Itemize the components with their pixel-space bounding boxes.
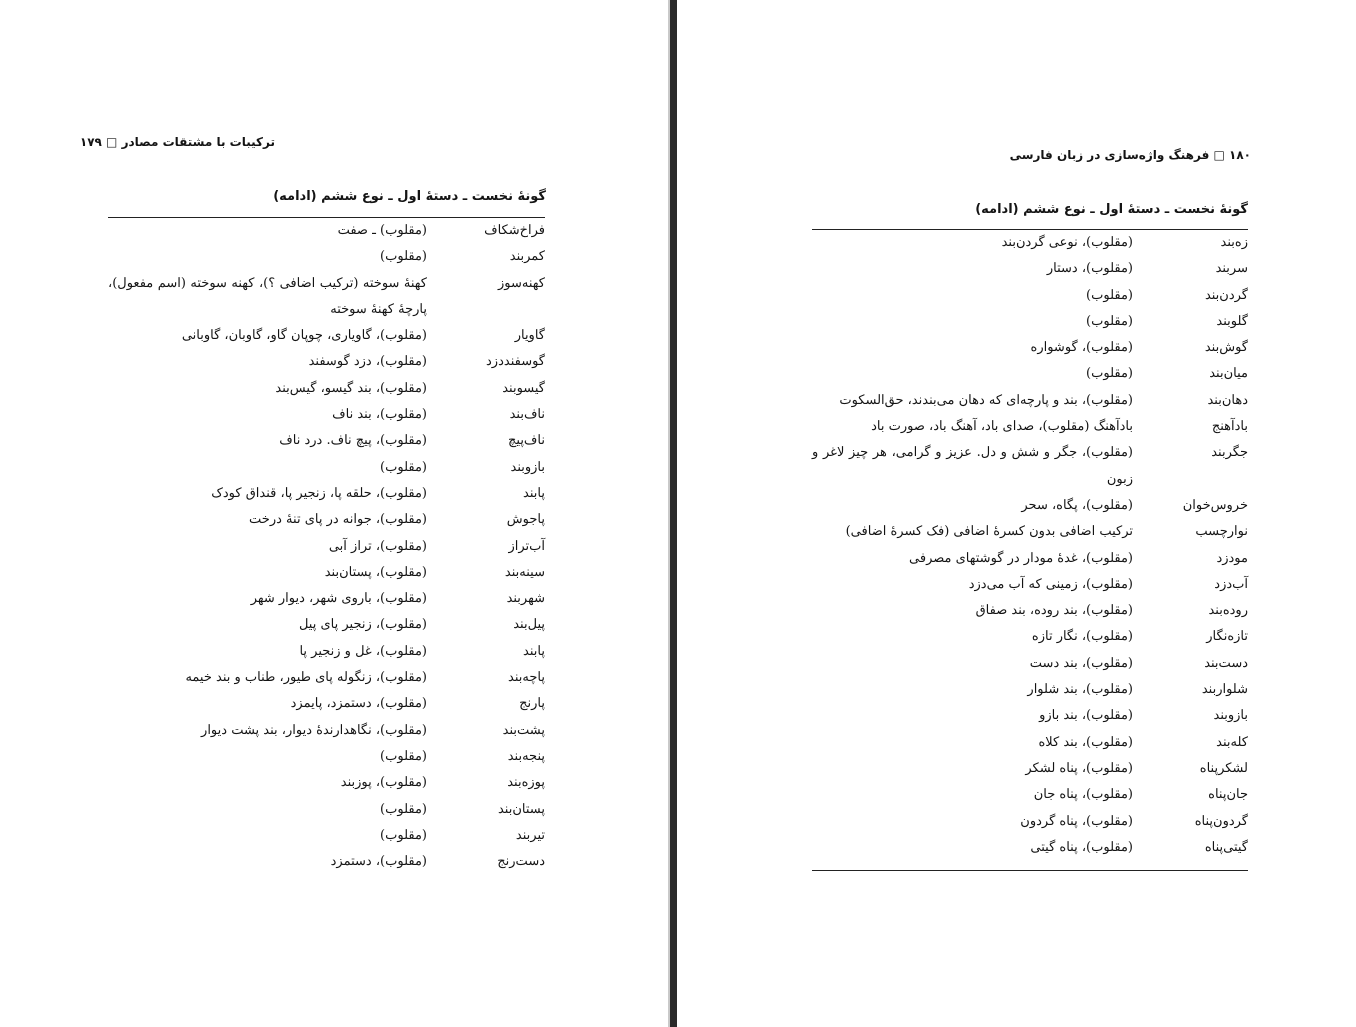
dictionary-entry xyxy=(812,782,1248,808)
entry-definition: (مقلوب)، پناه جان xyxy=(1033,787,1133,803)
dictionary-entry xyxy=(108,770,545,796)
dictionary-entry xyxy=(108,376,545,402)
entry-term: سینه‌بند xyxy=(504,564,545,580)
dictionary-entry xyxy=(812,624,1248,650)
entry-term: نوارچسب xyxy=(1195,524,1248,540)
entry-term: گیسوبند xyxy=(502,380,545,396)
entry-term: دهان‌بند xyxy=(1207,392,1248,408)
entry-definition: (مقلوب)، بند ناف xyxy=(332,407,427,423)
entry-term: پشت‌بند xyxy=(502,722,545,738)
entry-term: تازه‌نگار xyxy=(1206,629,1248,645)
dictionary-entry xyxy=(108,560,545,586)
dictionary-entry xyxy=(108,455,545,481)
dictionary-entry xyxy=(812,730,1248,756)
dictionary-entry xyxy=(108,428,545,454)
entry-term: آب‌دزد xyxy=(1214,576,1248,592)
entry-definition: (مقلوب)، دستار xyxy=(1046,261,1133,277)
entry-definition: (مقلوب)، بند کلاه xyxy=(1038,734,1133,750)
entry-term: لشکرپناه xyxy=(1199,760,1248,776)
entry-definition: (مقلوب)، زمینی که آب می‌دزد xyxy=(968,576,1133,592)
dictionary-entry xyxy=(108,797,545,823)
entry-definition: (مقلوب) xyxy=(380,827,427,843)
entry-definition: (مقلوب) xyxy=(380,249,427,265)
entry-definition: (مقلوب)، حلقه پا، زنجیر پا، قنداق کودک xyxy=(211,485,427,501)
section-title-right: گونهٔ نخست ـ دستهٔ اول ـ نوع ششم (ادامه) xyxy=(975,202,1248,217)
entry-term: پنجه‌بند xyxy=(507,748,545,764)
dictionary-entry xyxy=(108,402,545,428)
entry-term: پاجوش xyxy=(506,512,545,528)
dictionary-entry xyxy=(812,677,1248,703)
entry-term: کمربند xyxy=(509,249,545,265)
entry-definition: (مقلوب)، گاویاری، چوپان گاو، گاوبان، گاوبانی xyxy=(181,328,427,344)
entry-definition: (مقلوب)، نگاهدارندهٔ دیوار، بند پشت دیوار xyxy=(201,722,427,738)
dictionary-entry xyxy=(812,598,1248,624)
book-gutter xyxy=(670,0,677,1027)
entry-term: بادآهنج xyxy=(1211,419,1248,435)
dictionary-entry xyxy=(108,849,545,875)
entry-term: بازوبند xyxy=(1213,708,1248,724)
entry-definition: (مقلوب)، پناه لشکر xyxy=(1025,760,1133,776)
running-head-right: ۱۸۰ □ فرهنگ واژه‌سازی در زبان فارسی xyxy=(1009,148,1251,162)
dictionary-entry xyxy=(812,835,1248,861)
entry-term: پاچه‌بند xyxy=(508,670,545,686)
entry-definition: (مقلوب)، نگار تازه xyxy=(1031,629,1133,645)
entry-definition: (مقلوب)، پوزبند xyxy=(340,775,427,791)
entry-term: زه‌بند xyxy=(1220,235,1248,250)
dictionary-entry xyxy=(812,756,1248,782)
entry-definition: (مقلوب)، زنجیر پای پیل xyxy=(298,617,427,633)
entry-definition: (مقلوب)، پناه گردون xyxy=(1020,813,1133,829)
entry-term: جان‌پناه xyxy=(1208,787,1248,803)
entry-term: آب‌تراز xyxy=(508,538,545,554)
entry-definition: (مقلوب)، پستان‌بند xyxy=(324,564,427,580)
dictionary-entry xyxy=(812,651,1248,677)
dictionary-entry xyxy=(812,283,1248,309)
entry-term: خروس‌خوان xyxy=(1182,497,1248,513)
entry-term: گوش‌بند xyxy=(1204,340,1248,356)
entry-term: گیتی‌پناه xyxy=(1204,839,1248,855)
dictionary-entry xyxy=(108,744,545,770)
entry-definition: (مقلوب) xyxy=(380,748,427,764)
entry-definition: (مقلوب)، دزد گوسفند xyxy=(308,354,427,370)
entry-term: گردن‌بند xyxy=(1204,287,1248,303)
entry-definition: ترکیب اضافی بدون کسرهٔ اضافی (فک کسرهٔ اضافی) xyxy=(845,524,1133,540)
entry-term: دست‌بند xyxy=(1204,655,1248,671)
entry-term: گاویار xyxy=(514,328,545,344)
entry-term: مودزد xyxy=(1216,550,1248,566)
entry-term: روده‌بند xyxy=(1208,603,1248,619)
dictionary-entry xyxy=(812,703,1248,729)
dictionary-entry xyxy=(108,691,545,717)
right-page xyxy=(677,0,1356,1027)
dictionary-entry xyxy=(108,534,545,560)
entry-term: پیل‌بند xyxy=(513,617,545,633)
entry-term: میان‌بند xyxy=(1209,366,1248,382)
dictionary-entry xyxy=(108,612,545,638)
entry-definition: (مقلوب)، زنگوله پای طیور، طناب و بند خیمه xyxy=(185,670,427,686)
entry-definition: (مقلوب)، بند شلوار xyxy=(1027,682,1133,698)
dictionary-entry xyxy=(108,718,545,744)
dictionary-entry xyxy=(108,639,545,665)
entry-term: تیربند xyxy=(515,827,545,843)
entry-term: گوسفنددزد xyxy=(486,354,545,370)
entry-term: پابند xyxy=(523,643,545,659)
section-title-left: گونهٔ نخست ـ دستهٔ اول ـ نوع ششم (ادامه) xyxy=(273,189,546,204)
entry-definition: بادآهنگ (مقلوب)، صدای باد، آهنگ باد، صورت باد xyxy=(871,419,1133,435)
dictionary-entry xyxy=(812,414,1248,440)
dictionary-entry xyxy=(812,230,1248,256)
dictionary-entry xyxy=(812,256,1248,282)
dictionary-entry xyxy=(108,244,545,270)
dictionary-entry xyxy=(812,493,1248,519)
dictionary-entry xyxy=(812,519,1248,545)
dictionary-entry xyxy=(812,440,1248,493)
entry-definition: (مقلوب)، دستمزد xyxy=(330,854,427,870)
entry-definition: (مقلوب)، گوشواره xyxy=(1030,340,1133,356)
entry-definition: (مقلوب) xyxy=(380,459,427,475)
entry-definition: (مقلوب)، غدهٔ مودار در گوشتهای مصرفی xyxy=(909,550,1133,566)
entry-term: ناف‌بند xyxy=(509,407,545,423)
dictionary-entry xyxy=(108,823,545,849)
entry-term: پستان‌بند xyxy=(497,801,545,817)
entry-definition: (مقلوب)، پگاه، سحر xyxy=(1021,497,1133,513)
entry-term: کله‌بند xyxy=(1216,734,1248,750)
entry-term: شهربند xyxy=(506,591,545,607)
entry-definition: (مقلوب)، دستمزد، پایمزد xyxy=(290,696,427,712)
running-head-left: ترکیبات با مشتقات مصادر □ ۱۷۹ xyxy=(79,135,275,149)
dictionary-entry xyxy=(812,809,1248,835)
entry-definition: (مقلوب)، جگر و شش و دل. عزیز و گرامی، هر چیز لاغر و زبون xyxy=(812,445,1133,487)
entry-term: گردون‌پناه xyxy=(1194,813,1248,829)
entry-list-left xyxy=(108,218,545,875)
entry-definition: (مقلوب)، پیچ ناف. درد ناف xyxy=(279,433,427,449)
entry-definition: (مقلوب) xyxy=(380,801,427,817)
entry-definition: (مقلوب)، جوانه در پای تنهٔ درخت xyxy=(249,512,427,528)
dictionary-entry xyxy=(108,665,545,691)
dictionary-entry xyxy=(812,309,1248,335)
entry-term: پارنج xyxy=(519,696,545,712)
entry-definition: (مقلوب)، بند و پارچه‌ای که دهان می‌بندند، حق‌السکوت xyxy=(839,392,1133,408)
entry-term: دست‌رنج xyxy=(497,854,545,870)
entry-term: فراخ‌شکاف xyxy=(484,223,545,238)
entry-definition: (مقلوب)، پناه گیتی xyxy=(1030,839,1133,855)
entry-definition: (مقلوب)، بند روده، بند صفاق xyxy=(975,603,1133,619)
dictionary-entry xyxy=(108,586,545,612)
entry-term: جگربند xyxy=(1211,445,1248,461)
entry-definition: (مقلوب)، نوعی گردن‌بند xyxy=(1001,235,1133,250)
entry-definition: (مقلوب)، باروی شهر، دیوار شهر xyxy=(250,591,427,607)
entry-term: کهنه‌سوز xyxy=(498,275,545,291)
dictionary-entry xyxy=(108,218,545,244)
entry-definition: (مقلوب)، بند گیسو، گیس‌بند xyxy=(275,380,427,396)
entry-definition: (مقلوب) xyxy=(1086,287,1133,303)
entry-definition: (مقلوب) xyxy=(1086,313,1133,329)
dictionary-entry xyxy=(108,323,545,349)
entry-term: گلوبند xyxy=(1216,313,1248,329)
entry-list-right xyxy=(812,230,1248,861)
entry-definition: (مقلوب)، بند بازو xyxy=(1039,708,1133,724)
entry-term: ناف‌پیچ xyxy=(508,433,545,449)
dictionary-entry xyxy=(812,388,1248,414)
entry-definition: (مقلوب) xyxy=(1086,366,1133,382)
dictionary-entry xyxy=(108,481,545,507)
dictionary-entry xyxy=(812,361,1248,387)
entry-term: پوزه‌بند xyxy=(507,775,545,791)
dictionary-entry xyxy=(812,335,1248,361)
entry-definition: (مقلوب)، تراز آبی xyxy=(328,538,427,554)
entry-definition: کهنهٔ سوخته (ترکیب اضافی ؟)، کهنه سوخته (اسم مفعول)، پارچهٔ کهنهٔ سوخته xyxy=(108,275,427,317)
dictionary-entry xyxy=(812,546,1248,572)
dictionary-entry xyxy=(108,349,545,375)
dictionary-entry xyxy=(108,271,545,324)
entry-term: پابند xyxy=(523,485,545,501)
entry-definition: (مقلوب)، بند دست xyxy=(1029,655,1133,671)
entry-term: شلواربند xyxy=(1201,682,1248,698)
entry-definition: (مقلوب)، غل و زنجیر پا xyxy=(299,643,427,659)
entry-term: بازوبند xyxy=(510,459,545,475)
dictionary-entry xyxy=(108,507,545,533)
dictionary-entry xyxy=(812,572,1248,598)
entry-definition: (مقلوب) ـ صفت xyxy=(337,223,427,238)
bottom-rule-right xyxy=(812,870,1248,871)
left-page xyxy=(0,0,670,1027)
entry-term: سربند xyxy=(1215,261,1248,277)
